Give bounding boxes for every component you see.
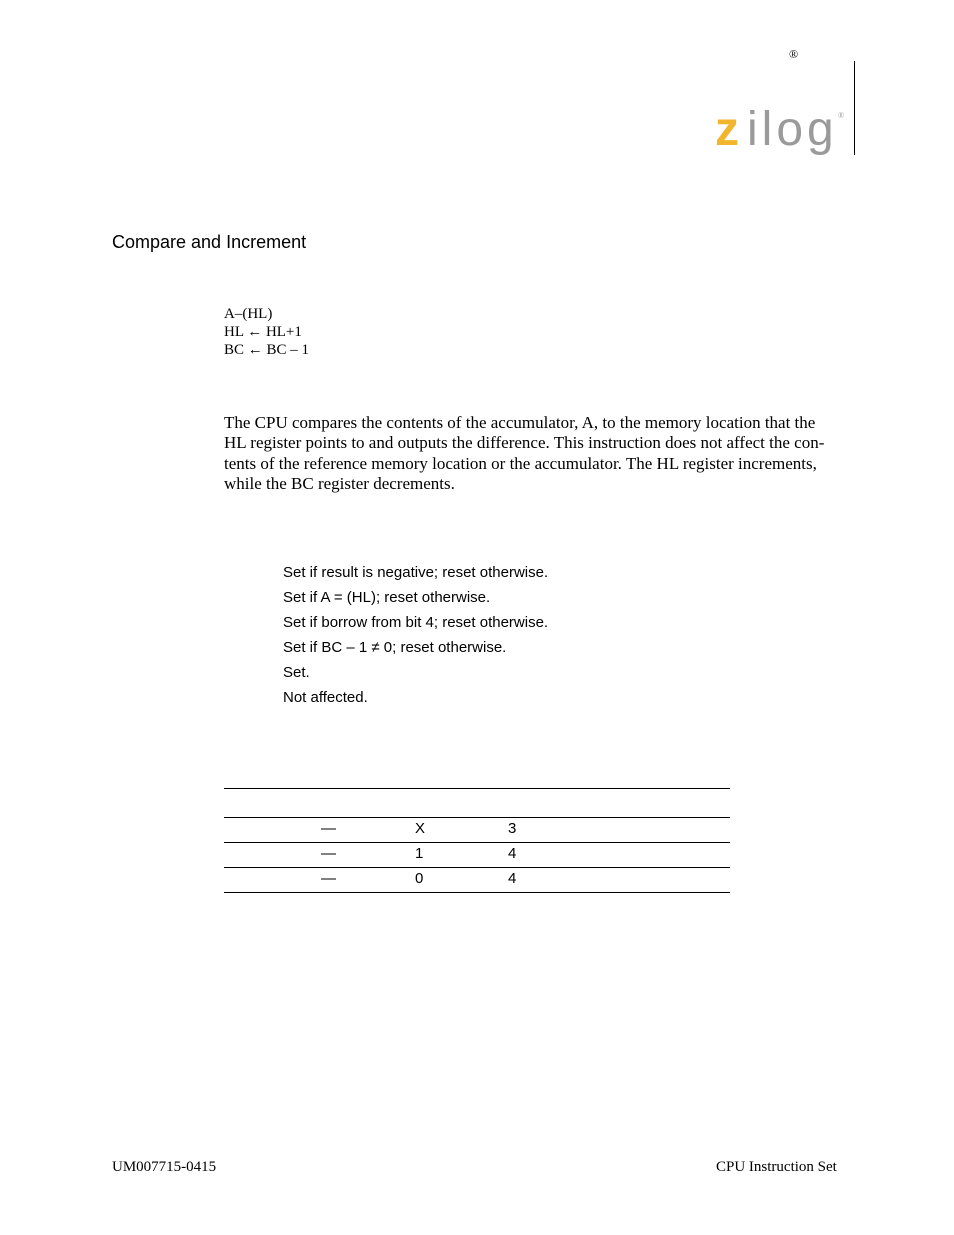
logo-letters-ilog: ilog (747, 103, 838, 156)
header-divider (854, 61, 855, 155)
table-rule (224, 892, 730, 893)
table-cell: 3 (508, 820, 517, 837)
zilog-logo (712, 100, 847, 160)
section-title: Compare and Increment (112, 232, 307, 252)
table-rule (224, 817, 730, 818)
table-cell: — (321, 845, 336, 862)
flag-description: Not affected. (283, 689, 368, 706)
registered-mark: ® (789, 47, 799, 61)
footer-section-name: CPU Instruction Set (716, 1159, 837, 1175)
logo-letter-z: z (715, 103, 739, 156)
table-cell: 4 (508, 870, 517, 887)
flag-description: Set if borrow from bit 4; reset otherwise. (283, 614, 549, 631)
description-line: The CPU compares the contents of the accumulator, A, to the memory location that the (224, 413, 816, 432)
table-rule (224, 788, 730, 789)
operation-line: BC ← BC – 1 (224, 342, 310, 358)
table-cell: 0 (415, 870, 424, 887)
logo-registered-mark: ® (838, 111, 845, 120)
flag-description: Set if result is negative; reset otherwise. (283, 564, 549, 581)
table-cell: — (321, 870, 336, 887)
flag-description: Set if BC – 1 ≠ 0; reset otherwise. (283, 639, 507, 656)
table-cell: 1 (415, 845, 424, 862)
table-cell: 4 (508, 845, 517, 862)
operation-line: A–(HL) (224, 306, 273, 322)
description-line: while the BC register decrements. (224, 473, 455, 493)
description-line: tents of the reference memory location or the accumulator. The HL register increments, (224, 453, 817, 473)
table-rule (224, 842, 730, 843)
description-paragraph (224, 413, 834, 494)
table-rule (224, 867, 730, 868)
footer-doc-number: UM007715-0415 (112, 1159, 217, 1175)
table-cell: — (321, 820, 336, 837)
description-line: HL register points to and outputs the difference. This instruction does not affect the con- (224, 433, 825, 453)
flag-description: Set. (283, 664, 310, 681)
operation-line: HL ← HL+1 (224, 324, 302, 340)
flag-description: Set if A = (HL); reset otherwise. (283, 589, 491, 606)
table-cell: X (415, 820, 426, 837)
